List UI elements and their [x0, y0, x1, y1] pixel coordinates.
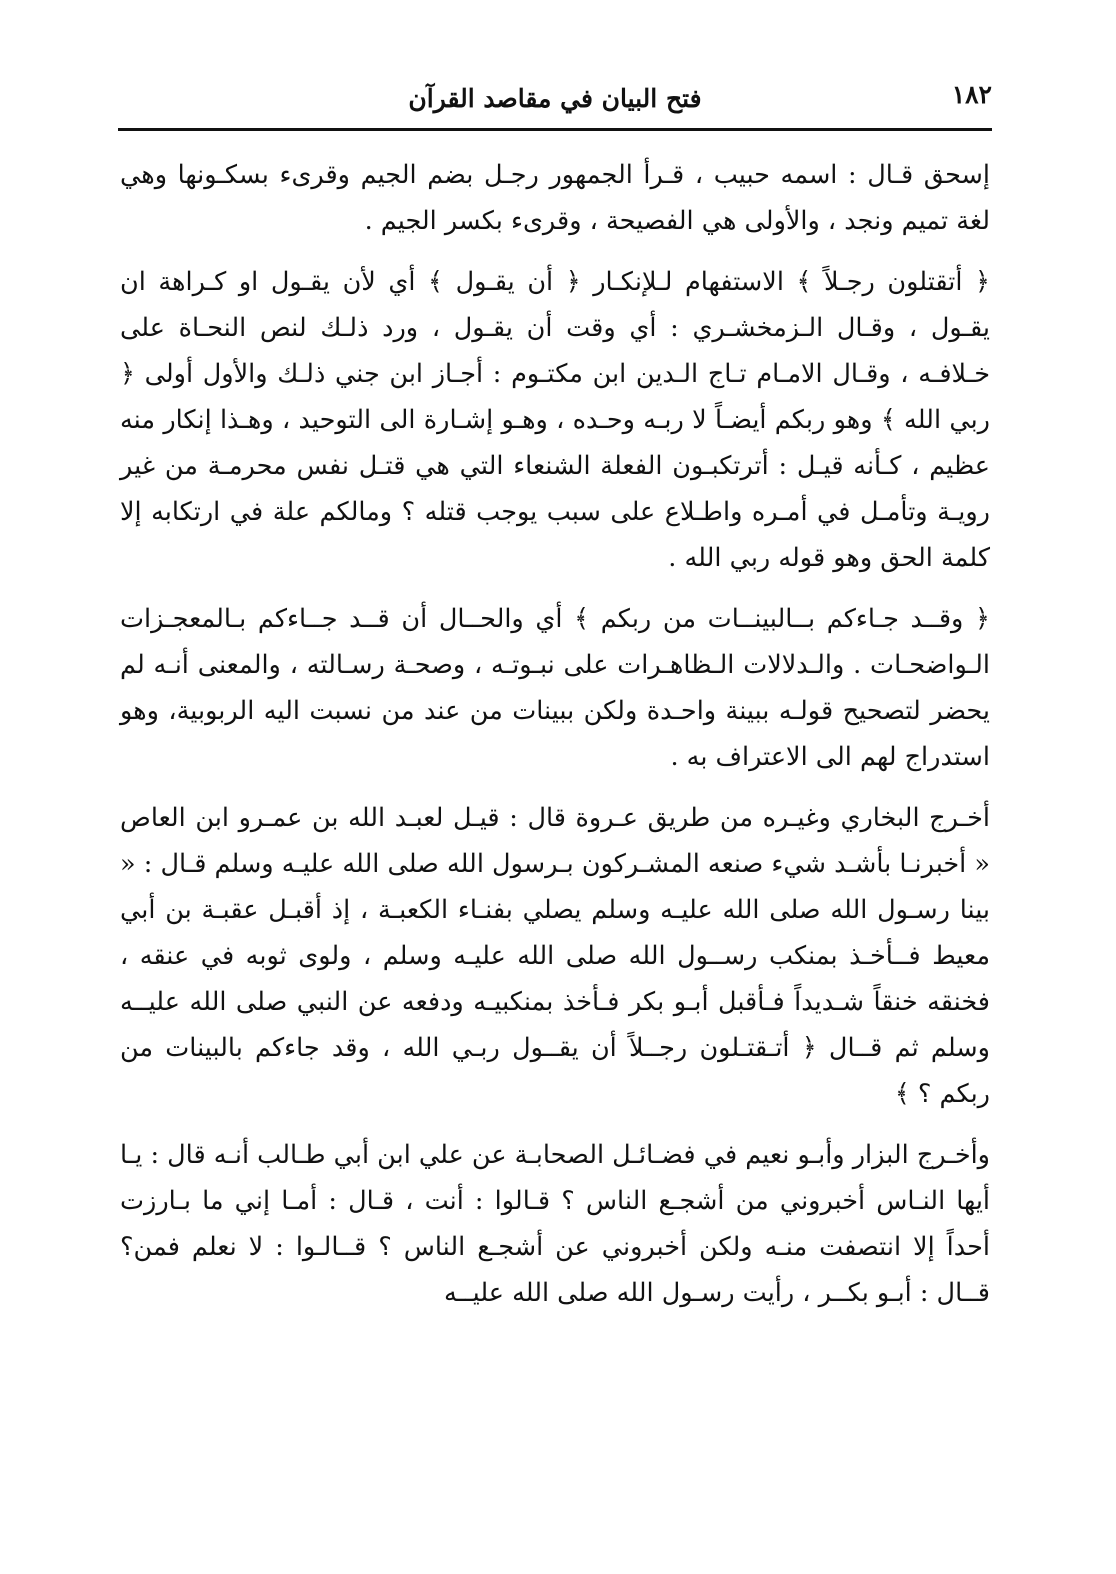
- paragraph: إسحق قـال : اسمه حبيب ، قـرأ الجمهور رجـل بضم الجيم وقرىء بسكـونها وهي لغة تميم ونجد ، والأولى هي الفصيحة ، وقرىء بكسر الجيم .: [120, 160, 990, 236]
- paragraph: أخـرج البخاري وغيـره من طريق عـروة قال : قيـل لعبـد الله بن عمـرو ابن العاص « أخبرنـا بأشـد شيء صنعه المشـركون بـرسول الله صلى الله عليـه وسلم قـال : « بينا رسـول الله صلى الله عليـه وسلم يصلي بفنـاء الكعبـة ، إذ أقبـل عقبـة بن أبي معيط فــأخـذ بمنكب رســول الله صلى الله عليـه وسلم ، ولوى ثوبه في عنقه ، فخنقه خنقاً شـديداً فـأقبل أبـو بكر فـأخذ بمنكبيـه ودفعه عن النبي صلى الله عليــه وسلم ثم قــال ﴿ أتـقتـلون رجــلاً أن يقــول ربـي الله ، وقد جاءكم بالبينات من ربكم ؟ ﴾: [120, 803, 990, 1109]
- running-title: فتح البيان في مقاصد القرآن: [408, 84, 702, 113]
- header-divider: [118, 128, 992, 131]
- paragraph: ﴿ أتقتلون رجـلاً ﴾ الاستفهام لـلإنكـار ﴿ أن يقـول ﴾ أي لأن يقـول او كـراهة ان يقـول ، وقـال الـزمخشـري : أي وقت أن يقـول ، ورد ذلـك لنص النحـاة على خـلافـه ، وقـال الامـام تـاج الـدين ابن مكتـوم : أجـاز ابن جني ذلـك والأول أولى ﴿ ربي الله ﴾ وهو ربكم أيضـاً لا ربـه وحـده ، وهـو إشـارة الى التوحيد ، وهـذا إنكار منه عظيم ، كـأنه قيـل : أترتكبـون الفعلة الشنعاء التي هي قتـل نفس محرمـة من غير رويـة وتأمـل في أمـره واطـلاع على سبب يوجب قتله ؟ ومالكم علة في ارتكابه إلا كلمة الحق وهو قوله ربي الله .: [120, 267, 990, 573]
- page-header: [118, 80, 992, 126]
- page-body: [120, 152, 990, 1331]
- page-number: ١٨٢: [951, 80, 992, 109]
- paragraph: وأخـرج البزار وأبـو نعيم في فضـائـل الصحابـة عن علي ابن أبي طـالب أنـه قال : يـا أيها النـاس أخبروني من أشجـع الناس ؟ قـالوا : أنت ، قـال : أمـا إني ما بـارزت أحداً إلا انتصفت منـه ولكن أخبروني عن أشجـع الناس ؟ قــالـوا : لا نعلم فمن؟ قــال : أبـو بكــر ، رأيت رسـول الله صلى الله عليــه: [120, 1140, 990, 1308]
- paragraph: ﴿ وقــد جـاءكم بــالبينــات من ربكم ﴾ أي والحــال أن قــد جــاءكم بـالمعجـزات الـواضحـات . والـدلالات الـظاهـرات على نبـوتـه ، وصحـة رسـالته ، والمعنى أنـه لم يحضر لتصحيح قولـه ببينة واحـدة ولكن ببينات من عند من نسبت اليه الربوبية، وهو استدراج لهم الى الاعتراف به .: [120, 604, 990, 772]
